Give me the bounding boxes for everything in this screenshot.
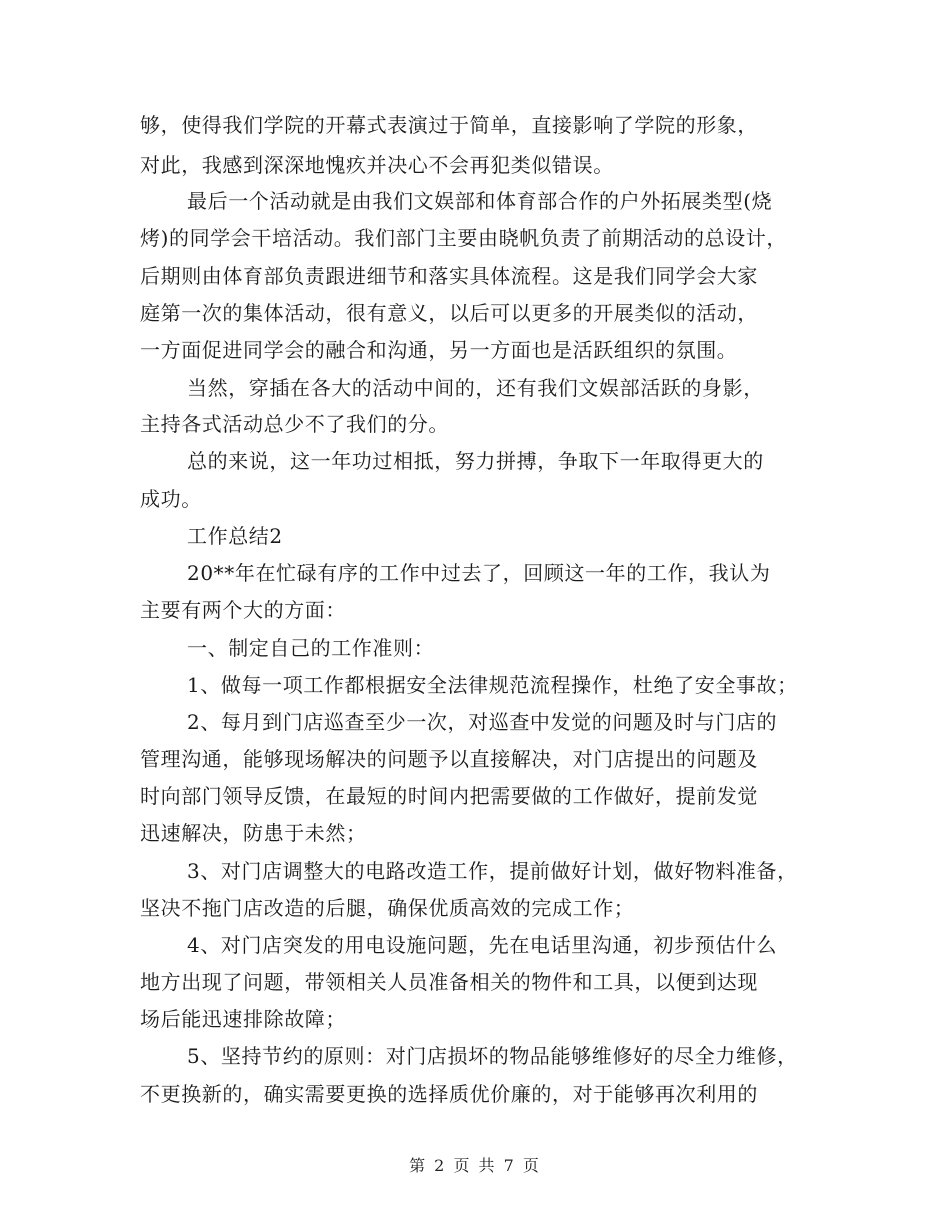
text-line: 最后一个活动就是由我们文娱部和体育部合作的户外拓展类型(烧 [187, 189, 773, 213]
text-line: 3、对门店调整大的电路改造工作，提前做好计划，做好物料准备， [187, 859, 798, 883]
text-line: 当然，穿插在各大的活动中间的，还有我们文娱部活跃的身影， [187, 376, 764, 400]
text-line: 场后能迅速排除故障； [140, 1007, 346, 1031]
text-line: 主要有两个大的方面： [140, 598, 346, 622]
text-line: 对此，我感到深深地愧疚并决心不会再犯类似错误。 [140, 153, 614, 177]
text-line: 不更换新的，确实需要更换的选择质优价廉的，对于能够再次利用的 [140, 1082, 758, 1106]
text-line: 5、坚持节约的原则：对门店损坏的物品能够维修好的尽全力维修， [187, 1044, 798, 1068]
text-line: 成功。 [140, 487, 202, 511]
page-number-footer: 第 2 页 共 7 页 [409, 1156, 541, 1175]
text-line: 4、对门店突发的用电设施问题，先在电话里沟通，初步预估什么 [187, 933, 778, 957]
text-line: 够，使得我们学院的开幕式表演过于简单，直接影响了学院的形象， [140, 113, 758, 137]
text-line: 一方面促进同学会的融合和沟通，另一方面也是活跃组织的氛围。 [140, 338, 738, 362]
text-line: 地方出现了问题，带领相关人员准备相关的物件和工具，以便到达现 [140, 970, 758, 994]
text-line: 主持各式活动总少不了我们的分。 [140, 412, 449, 436]
text-line: 时向部门领导反馈，在最短的时间内把需要做的工作做好，提前发觉 [140, 784, 758, 808]
text-line: 20**年在忙碌有序的工作中过去了，回顾这一年的工作，我认为 [187, 561, 771, 585]
text-line: 坚决不拖门店改造的后腿，确保优质高效的完成工作； [140, 896, 635, 920]
text-line: 迅速解决，防患于未然； [140, 821, 367, 845]
text-line: 一、制定自己的工作准则： [187, 636, 435, 660]
text-line: 烤)的同学会干培活动。我们部门主要由晓帆负责了前期活动的总设计， [140, 226, 788, 250]
text-line: 后期则由体育部负责跟进细节和落实具体流程。这是我们同学会大家 [140, 264, 758, 288]
text-line: 庭第一次的集体活动，很有意义，以后可以更多的开展类似的活动， [140, 301, 758, 325]
section-heading: 工作总结2 [187, 524, 283, 548]
text-line: 管理沟通，能够现场解决的问题予以直接解决，对门店提出的问题及 [140, 747, 758, 771]
text-line: 1、做每一项工作都根据安全法律规范流程操作，杜绝了安全事故； [187, 673, 798, 697]
text-line: 2、每月到门店巡查至少一次，对巡查中发觉的问题及时与门店的 [187, 710, 778, 734]
text-line: 总的来说，这一年功过相抵，努力拼搏，争取下一年取得更大的 [187, 449, 764, 473]
